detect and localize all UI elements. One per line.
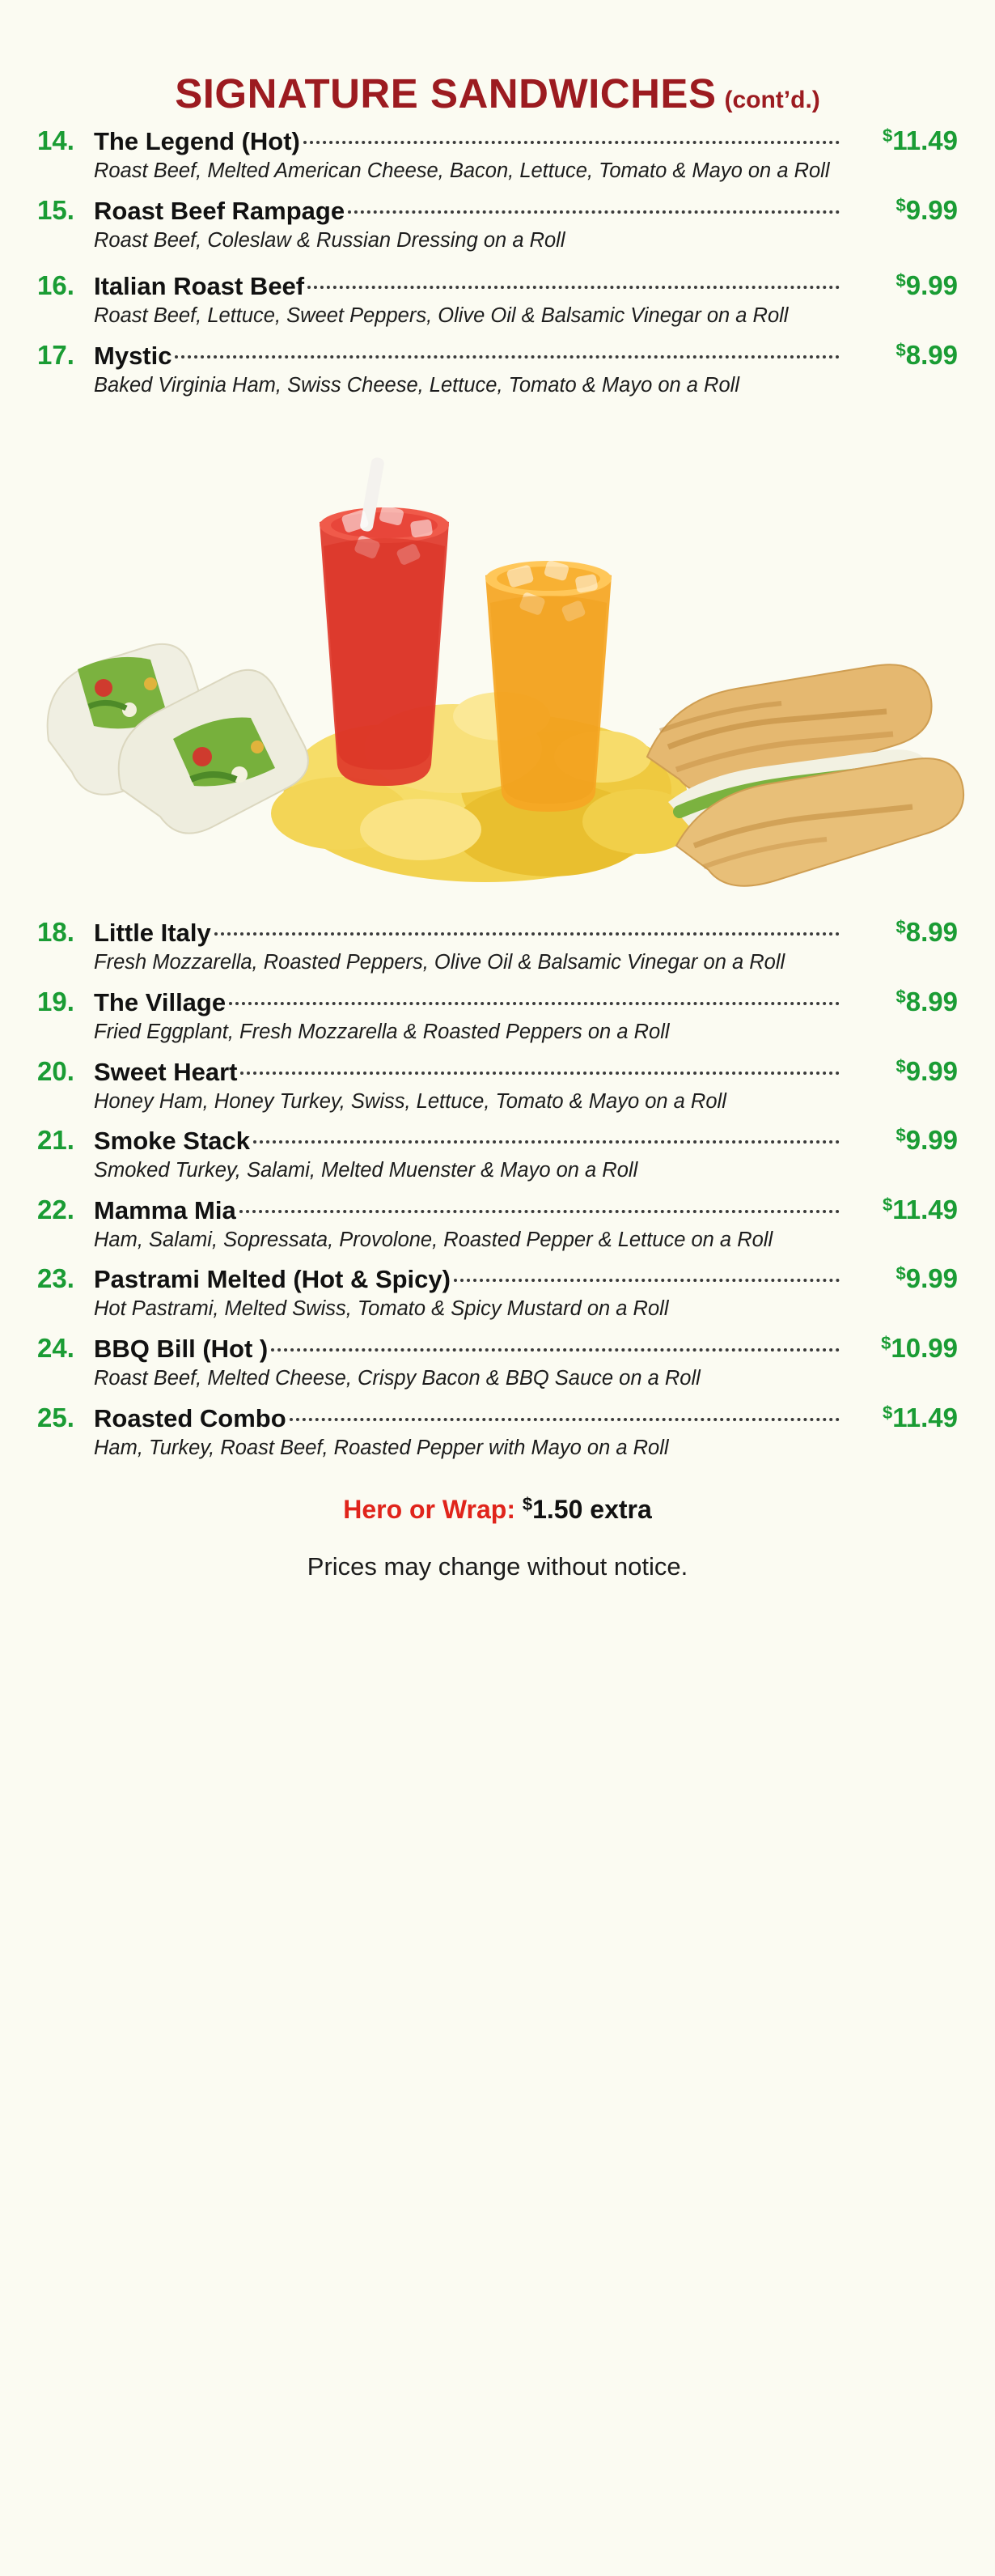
price-value: 11.49 <box>892 1194 958 1224</box>
item-number: 21. <box>37 1125 74 1156</box>
item-number: 20. <box>37 1055 74 1086</box>
item-name: Smoke Stack <box>94 1127 250 1156</box>
hero-or-wrap-note <box>0 1494 995 1525</box>
item-description: Fried Eggplant, Fresh Mozzarella & Roasted Peppers on a Roll <box>94 1020 670 1043</box>
food-photo <box>0 409 995 910</box>
currency-symbol: $ <box>896 1125 906 1146</box>
currency-symbol: $ <box>882 1402 893 1423</box>
menu-item[interactable] <box>37 1125 958 1183</box>
currency-symbol: $ <box>882 125 893 146</box>
page-title: SIGNATURE SANDWICHES <box>175 70 717 117</box>
leader-dots <box>175 354 840 359</box>
menu-items-top <box>0 125 995 397</box>
currency-symbol: $ <box>896 194 906 215</box>
hero-or-wrap-price <box>523 1495 652 1524</box>
item-description: Ham, Salami, Sopressata, Provolone, Roasted Pepper & Lettuce on a Roll <box>94 1228 773 1251</box>
item-price <box>845 1263 958 1294</box>
menu-item[interactable] <box>37 1263 958 1322</box>
item-number: 16. <box>37 270 74 301</box>
price-value: 8.99 <box>905 917 958 948</box>
leader-dots <box>253 1139 840 1144</box>
menu-item[interactable] <box>37 1056 958 1114</box>
item-price <box>845 987 958 1017</box>
leader-dots <box>348 210 840 214</box>
item-name: Mamma Mia <box>94 1195 236 1224</box>
menu-item[interactable] <box>37 1403 958 1461</box>
price-value: 9.99 <box>905 270 958 301</box>
item-description: Fresh Mozzarella, Roasted Peppers, Olive Oil & Balsamic Vinegar on a Roll <box>94 951 785 974</box>
item-number: 15. <box>37 194 74 225</box>
page-header <box>0 0 995 125</box>
item-name: The Village <box>94 987 227 1016</box>
price-value: 9.99 <box>905 1125 958 1156</box>
page-footer <box>0 1494 995 1581</box>
leader-dots <box>307 285 840 289</box>
currency-symbol: $ <box>881 1332 891 1353</box>
page-title-continued: (cont’d.) <box>724 87 820 113</box>
item-price <box>845 195 958 226</box>
price-change-notice: Prices may change without notice. <box>307 1552 688 1581</box>
item-name: BBQ Bill (Hot ) <box>94 1334 269 1363</box>
item-name: The Legend (Hot) <box>94 127 300 155</box>
item-name: Little Italy <box>94 919 211 948</box>
price-value: 9.99 <box>905 1263 958 1294</box>
item-number: 17. <box>37 339 74 370</box>
leader-dots <box>214 932 840 936</box>
price-value: 9.99 <box>905 1055 958 1086</box>
leader-dots <box>271 1347 840 1352</box>
item-description: Hot Pastrami, Melted Swiss, Tomato & Spicy Mustard on a Roll <box>94 1297 669 1321</box>
menu-item[interactable] <box>37 987 958 1045</box>
item-name: Italian Roast Beef <box>94 272 305 301</box>
item-price <box>845 1195 958 1225</box>
item-description: Roast Beef, Melted Cheese, Crispy Bacon & BBQ Sauce on a Roll <box>94 1366 701 1390</box>
item-description: Roast Beef, Lettuce, Sweet Peppers, Olive Oil & Balsamic Vinegar on a Roll <box>94 304 789 328</box>
price-value: 9.99 <box>905 194 958 225</box>
leader-dots <box>303 140 840 144</box>
item-number: 25. <box>37 1402 74 1432</box>
hero-or-wrap-label: Hero or Wrap: <box>343 1495 515 1525</box>
currency-symbol: $ <box>896 1263 906 1284</box>
item-name: Pastrami Melted (Hot & Spicy) <box>94 1265 451 1294</box>
menu-item[interactable] <box>37 917 958 975</box>
item-number: 14. <box>37 125 74 155</box>
menu-item[interactable] <box>37 125 958 184</box>
leader-dots <box>239 1209 840 1213</box>
item-description: Smoked Turkey, Salami, Melted Muenster & Mayo on a Roll <box>94 1159 638 1182</box>
item-price <box>845 1056 958 1087</box>
item-price <box>845 125 958 156</box>
currency-symbol: $ <box>522 1494 533 1515</box>
hero-price-value: 1.50 extra <box>532 1495 652 1525</box>
currency-symbol: $ <box>896 986 906 1007</box>
item-number: 24. <box>37 1332 74 1363</box>
menu-items-bottom <box>0 917 995 1460</box>
item-price <box>845 917 958 948</box>
item-number: 23. <box>37 1263 74 1294</box>
leader-dots <box>240 1071 840 1075</box>
item-price <box>845 270 958 301</box>
item-name: Roasted Combo <box>94 1403 286 1432</box>
item-name: Mystic <box>94 341 172 370</box>
menu-item[interactable] <box>37 270 958 329</box>
item-number: 19. <box>37 986 74 1016</box>
menu-item[interactable] <box>37 1195 958 1253</box>
leader-dots <box>229 1001 840 1005</box>
currency-symbol: $ <box>896 1055 906 1076</box>
price-value: 11.49 <box>892 125 958 155</box>
item-name: Sweet Heart <box>94 1057 238 1086</box>
menu-item[interactable] <box>37 340 958 398</box>
leader-dots <box>290 1417 840 1421</box>
item-price <box>845 1125 958 1156</box>
leader-dots <box>454 1278 840 1282</box>
price-value: 11.49 <box>892 1402 958 1432</box>
item-number: 22. <box>37 1194 74 1224</box>
item-price <box>845 340 958 371</box>
item-description: Roast Beef, Coleslaw & Russian Dressing on a Roll <box>94 228 565 252</box>
price-value: 8.99 <box>905 339 958 370</box>
item-name: Roast Beef Rampage <box>94 196 345 225</box>
item-description: Honey Ham, Honey Turkey, Swiss, Lettuce, Tomato & Mayo on a Roll <box>94 1089 726 1113</box>
currency-symbol: $ <box>896 270 906 291</box>
item-price <box>845 1333 958 1364</box>
item-price <box>845 1403 958 1433</box>
menu-item[interactable] <box>37 1333 958 1391</box>
currency-symbol: $ <box>896 339 906 360</box>
currency-symbol: $ <box>882 1194 893 1215</box>
price-value: 8.99 <box>905 986 958 1016</box>
price-value: 10.99 <box>891 1332 958 1363</box>
item-number: 18. <box>37 917 74 948</box>
item-description: Baked Virginia Ham, Swiss Cheese, Lettuce, Tomato & Mayo on a Roll <box>94 373 739 397</box>
currency-symbol: $ <box>896 917 906 938</box>
item-description: Roast Beef, Melted American Cheese, Bacon, Lettuce, Tomato & Mayo on a Roll <box>94 159 830 182</box>
item-description: Ham, Turkey, Roast Beef, Roasted Pepper with Mayo on a Roll <box>94 1436 669 1459</box>
menu-item[interactable] <box>37 195 958 253</box>
